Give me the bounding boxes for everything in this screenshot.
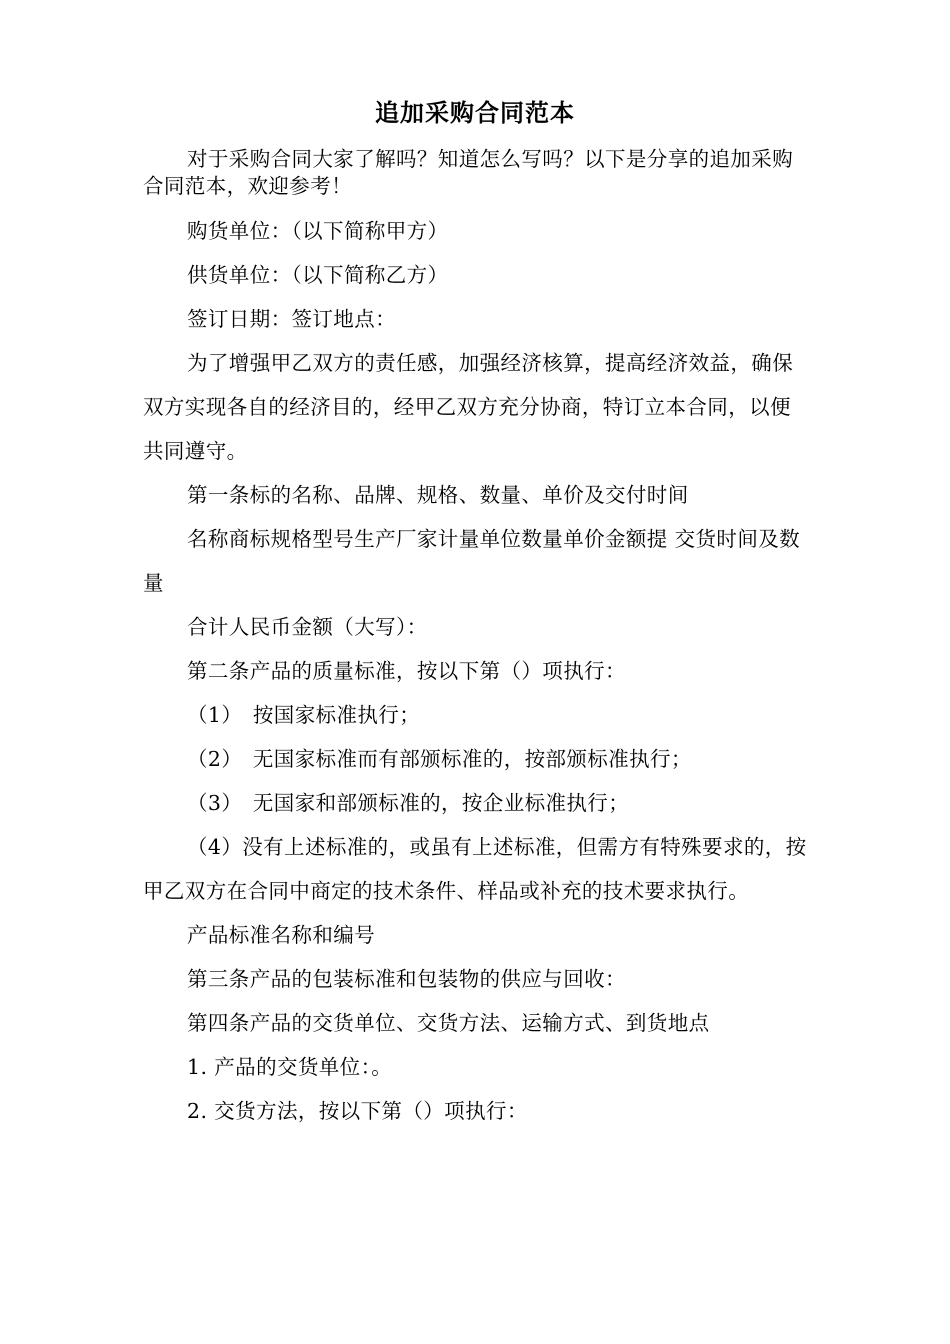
article-4-heading: 第四条产品的交货单位、交货方法、运输方式、到货地点 <box>187 1011 710 1035</box>
purpose-paragraph: 为了增强甲乙双方的责任感，加强经济核算，提高经济效益，确保双方实现各自的经济目的，经甲乙双方充分协商，特订立本合同，以便共同遵守。 <box>143 351 794 463</box>
supplier-line: 供货单位：（以下简称乙方） <box>187 263 449 287</box>
intro-paragraph: 对于采购合同大家了解吗？知道怎么写吗？以下是分享的追加采购合同范本，欢迎参考！ <box>143 147 794 198</box>
article-2-item-1: （1） 按国家标准执行； <box>187 703 421 727</box>
standard-name-line: 产品标准名称和编号 <box>187 923 376 947</box>
article-2-item-4: （4）没有上述标准的，或虽有上述标准，但需方有特殊要求的，按甲乙双方在合同中商定的技术条件、样品或补充的技术要求执行。 <box>143 835 807 903</box>
total-amount-line: 合计人民币金额（大写）： <box>187 615 428 639</box>
article-2-item-3: （3） 无国家和部颁标准的，按企业标准执行； <box>187 791 630 815</box>
article-3-heading: 第三条产品的包装标准和包装物的供应与回收： <box>187 967 626 991</box>
article-4-item-2: 2. 交货方法，按以下第（）项执行： <box>187 1099 528 1123</box>
article-2-heading: 第二条产品的质量标准，按以下第（）项执行： <box>187 659 626 683</box>
document-title: 追加采购合同范本 <box>375 99 575 127</box>
buyer-line: 购货单位：（以下简称甲方） <box>187 219 449 243</box>
signing-line: 签订日期：签订地点： <box>187 307 396 331</box>
article-1-heading: 第一条标的名称、品牌、规格、数量、单价及交付时间 <box>187 483 689 507</box>
article-2-item-2: （2） 无国家标准而有部颁标准的，按部颁标准执行； <box>187 747 692 771</box>
article-4-item-1: 1. 产品的交货单位：。 <box>187 1055 393 1079</box>
article-1-columns: 名称商标规格型号生产厂家计量单位数量单价金额提 交货时间及数量 <box>143 527 801 595</box>
document-body <box>143 146 807 1133</box>
